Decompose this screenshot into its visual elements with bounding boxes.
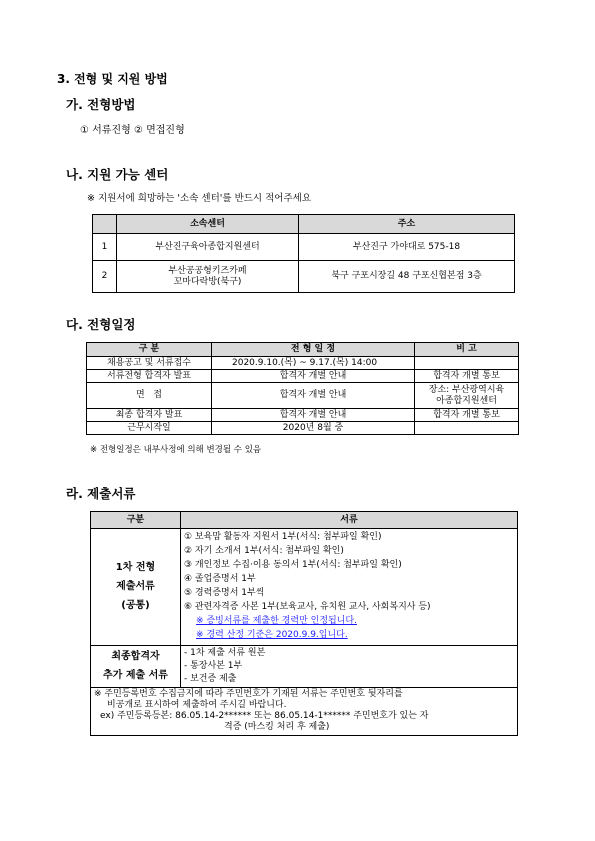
subsection-title-da: 다. 전형일정	[66, 317, 136, 332]
table-row	[91, 645, 518, 687]
table-row	[91, 687, 518, 735]
schedule-note	[415, 383, 519, 409]
documents-list	[181, 529, 518, 646]
table-header: 주소	[299, 215, 515, 234]
career-note	[184, 629, 514, 643]
schedule-note	[415, 422, 519, 435]
group-label-line: (공통)	[121, 600, 150, 612]
footer-line: ※ 주민등록번호 수집금지에 따라 주민번호가 기재된 서류는 주민번호 뒷자리를	[94, 688, 403, 699]
table-row	[87, 409, 519, 422]
group-label-line: 최종합격자	[111, 651, 160, 663]
table-row	[93, 261, 515, 293]
documents-group-label	[91, 529, 181, 646]
evidence-note-text: ※ 증빙서류를 제출한 경력만 인정됩니다.	[196, 615, 357, 626]
center-table	[92, 214, 515, 293]
table-header: 비 고	[415, 343, 519, 357]
schedule-note-line: 아종합지원센터	[436, 395, 497, 406]
list-item: ② 자기 소개서 1부(서식: 첨부파일 확인)	[184, 545, 344, 556]
group-label-line: 추가 제출 서류	[103, 670, 168, 682]
center-name: 부산진구육아종합지원센터	[117, 234, 299, 261]
footer-line: 비공개로 표시하여 제출하여 주시길 바랍니다.	[107, 699, 287, 710]
subsection-title-ga: 가. 전형방법	[66, 97, 136, 112]
career-note-text: ※ 경력 산정 기준은 2020.9.9.입니다.	[196, 629, 348, 640]
documents-table	[90, 511, 518, 736]
documents-list	[181, 645, 518, 687]
center-address: 부산진구 가야대로 575-18	[299, 234, 515, 261]
selection-methods: ① 서류진형 ② 면접진형	[80, 125, 185, 136]
schedule-table	[86, 342, 519, 435]
schedule-date: 합격자 개별 안내	[212, 383, 415, 409]
evidence-note	[184, 615, 514, 629]
table-header: 전 형 일 정	[212, 343, 415, 357]
table-row	[87, 422, 519, 435]
table-row	[93, 234, 515, 261]
list-item: ⑤ 경력증명서 1부씩	[184, 587, 265, 598]
schedule-category: 면 접	[87, 383, 212, 409]
group-label-line: 제출서류	[116, 581, 155, 593]
subsection-title-na: 나. 지원 가능 센터	[66, 167, 169, 182]
table-row	[87, 383, 519, 409]
row-number: 1	[93, 234, 117, 261]
section-title: 3. 전형 및 지원 방법	[57, 72, 168, 86]
table-row	[87, 370, 519, 383]
schedule-note-line: 장소: 부산광역시육	[428, 385, 505, 396]
table-header: 서류	[181, 512, 518, 529]
list-item: ④ 졸업증명서 1부	[184, 573, 256, 584]
center-address: 북구 구포시장길 48 구포신협본점 3층	[299, 261, 515, 293]
group-label-line: 1차 전형	[115, 562, 156, 574]
center-name	[117, 261, 299, 293]
schedule-category: 최종 합격자 발표	[87, 409, 212, 422]
footer-line: 격증 (마스킹 처리 후 제출)	[224, 722, 330, 733]
table-header-blank	[93, 215, 117, 234]
schedule-category: 근무시작일	[87, 422, 212, 435]
table-row	[87, 357, 519, 370]
footer-line: ex) 주민등록등본: 86.05.14-2****** 또는 86.05.14-1****** 주민번호가 있는 자	[100, 711, 429, 722]
schedule-date: 합격자 개별 안내	[212, 370, 415, 383]
table-header: 소속센터	[117, 215, 299, 234]
list-item: - 보건증 제출	[184, 673, 237, 684]
center-name-line: 꼬마다락방(북구)	[173, 276, 242, 287]
documents-footer-note	[91, 687, 518, 735]
schedule-category: 채용공고 및 서류접수	[87, 357, 212, 370]
center-note: ※ 지원서에 희망하는 '소속 센터'를 반드시 적어주세요	[87, 193, 312, 204]
schedule-date: 2020.9.10.(목) ~ 9.17.(목) 14:00	[212, 357, 415, 370]
documents-group-label	[91, 645, 181, 687]
schedule-note: 합격자 개별 통보	[415, 370, 519, 383]
schedule-note	[415, 357, 519, 370]
table-header: 구 분	[87, 343, 212, 357]
schedule-footnote: ※ 전형일정은 내부사정에 의해 변경될 수 있음	[90, 445, 262, 455]
list-item: - 통장사본 1부	[184, 660, 243, 671]
list-item: ⑥ 관련자격증 사본 1부(보육교사, 유치원 교사, 사회복지사 등)	[184, 601, 431, 612]
row-number: 2	[93, 261, 117, 293]
list-item: ① 보육맘 활동자 지원서 1부(서식: 첨부파일 확인)	[184, 532, 382, 542]
schedule-date: 합격자 개별 안내	[212, 409, 415, 422]
schedule-date: 2020년 8월 중	[212, 422, 415, 435]
table-header: 구분	[91, 512, 181, 529]
subsection-title-ra: 라. 제출서류	[66, 486, 136, 501]
schedule-category: 서류전형 합격자 발표	[87, 370, 212, 383]
schedule-note: 합격자 개별 통보	[415, 409, 519, 422]
list-item: ③ 개인정보 수집·이용 동의서 1부(서식: 첨부파일 확인)	[184, 559, 402, 570]
center-name-line: 부산공공형키즈카페	[168, 266, 247, 277]
table-row	[91, 529, 518, 646]
list-item: - 1차 제출 서류 원본	[184, 647, 266, 658]
